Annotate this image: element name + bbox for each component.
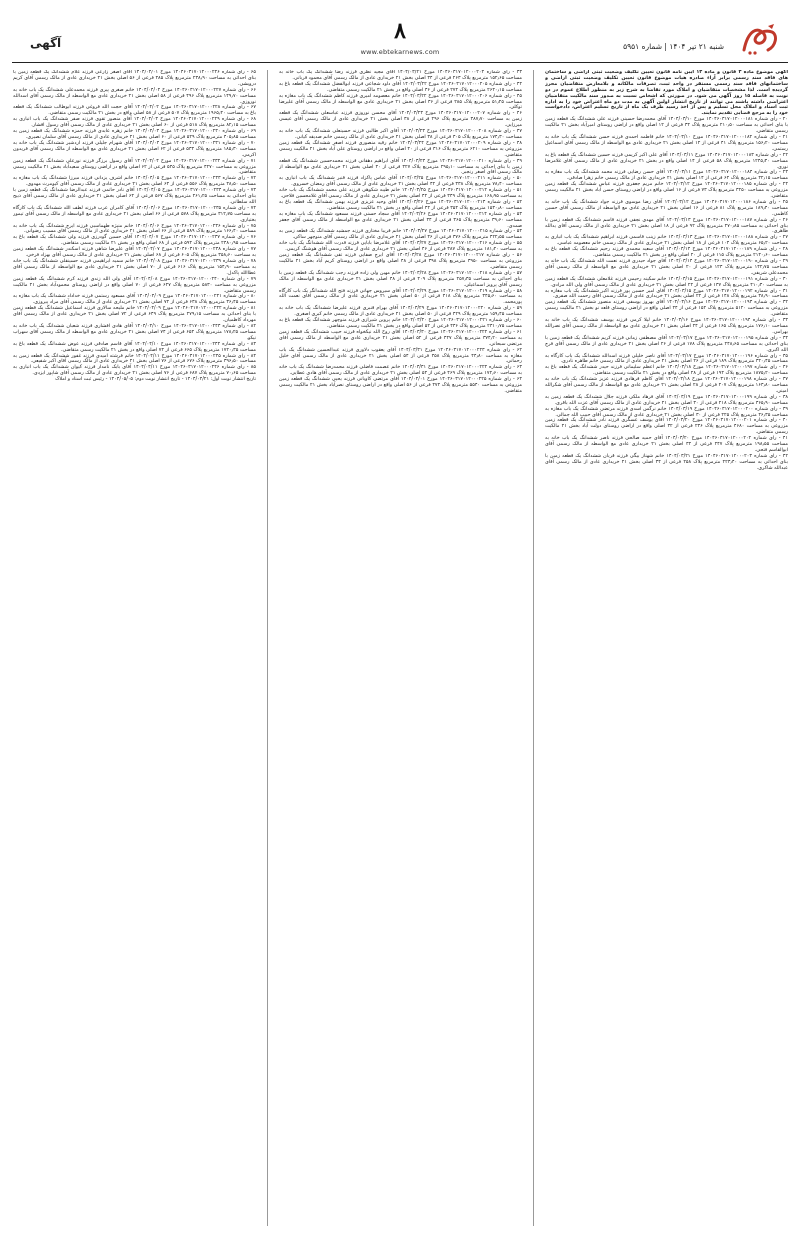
notice-entry: ۸۲ - رای شماره ۱۴۰۴۶۰۳۱۷۰۱۲۰۰۰۲۴۳ مورخ ۱۴۰۴/۰۴/۱۰ آقای هادی افشاری فرزند شعبان ششدانگ یک باب خانه به مساحت ۱۷۸٫۲۵ مترمربع پلاک ۶۵۴ فرعی از ۷۴ اصلی بخش ۲۱ خریداری عادی مع الواسطه از مالک رسمی آقای سهراب نیکو. <box>13 322 256 341</box>
notice-entry: ۵۹ - رای شماره ۱۴۰۴۶۰۳۱۷۰۱۲۰۰۰۲۲۰ مورخ ۱۴۰۴/۰۳/۲۹ آقای بهرام قنبری فرزند علیرضا ششدانگ یک باب خانه به مساحت ۱۵۹٫۴۵ مترمربع پلاک ۴۲۹ فرعی از ۵۰ اصلی بخش ۲۱ خریداری عادی از مالک رسمی خانم کبری اصغری. <box>279 305 522 318</box>
notice-entry: ۳۸ - رای شماره ۱۴۰۴۶۰۳۱۷۰۱۲۰۰۰۱۹۹ مورخ ۱۴۰۴/۰۳/۱۹ آقای فرهاد ملکی فرزند جلال ششدانگ یک قطعه زمین به مساحت ۳۶۵٫۹۰ مترمربع پلاک ۲۱۸ فرعی از ۳۰ اصلی بخش ۲۱ خریداری عادی از مالک رسمی آقای عزت الله باقری. <box>545 393 788 406</box>
notice-entry: ۳۶ - رای شماره ۱۴۰۴۶۰۳۱۷۰۱۲۰۰۰۱۹۷ مورخ ۱۴۰۴/۰۳/۱۸ خانم اعظم سلیمانی فرزند حیدر ششدانگ یک قطعه باغ به مساحت ۱۸۷۵٫۲۰ مترمربع پلاک ۱۹۴ فرعی از ۲۸ اصلی واقع در بخش ۲۱ مالکیت رسمی متقاضی. <box>545 364 788 377</box>
notice-entry: ۳۱ - رای شماره ۱۴۰۴۶۰۳۱۷۰۱۲۰۰۰۱۹۲ مورخ ۱۴۰۴/۰۳/۱۵ آقای امیر حسین پور فرزند اکبر ششدانگ یک باب مغازه به مساحت ۳۸٫۹۰ مترمربع پلاک ۱۴۸ فرعی از ۲۲ اصلی بخش ۲۱ خریداری عادی از مالک رسمی آقای رحمت الله صفری. <box>545 287 788 300</box>
notice-entry: ۲۶ - رای شماره ۱۴۰۴۶۰۳۱۷۰۱۲۰۰۰۱۸۷ مورخ ۱۴۰۴/۰۳/۱۳ آقای مهدی نجفی فرزند قاسم ششدانگ یک قطعه زمین با بنای احداثی به مساحت ۲۷۰٫۸۵ مترمربع پلاک ۹۲ فرعی از ۱۸ اصلی بخش ۲۱ خریداری عادی از مالک رسمی آقای یدالله طاهری. <box>545 216 788 235</box>
notice-entry: ۲۷ - رای شماره ۱۴۰۴۶۰۳۱۷۰۱۲۰۰۰۱۸۸ مورخ ۱۴۰۴/۰۳/۱۳ خانم زینب قاسمی فرزند ابراهیم ششدانگ یک باب انباری به مساحت ۶۵٫۲۰ مترمربع پلاک ۱۰۴ فرعی از ۱۸ اصلی بخش ۲۱ خریداری عادی از مالک رسمی خانم معصومه عباسی. <box>545 234 788 247</box>
notice-entry: ۶۴ - رای شماره ۱۴۰۴۶۰۳۱۷۰۱۲۰۰۰۲۲۵ مورخ ۱۴۰۴/۰۴/۰۱ آقای مرتضی کاویانی فرزند یحیی ششدانگ یک قطعه زمین مزروعی به مساحت ۵۵۴۰ مترمربع پلاک ۴۷۴ فرعی از ۵۶ اصلی واقع در اراضی روستای نصرآباد بخش ۲۱ مالکیت رسمی متقاضی. <box>279 376 522 394</box>
site-url[interactable]: www.ebtekarnews.com <box>360 48 440 56</box>
notice-intro: آگهی موضوع ماده ۳ قانون و ماده ۱۳ آیین نامه قانون تعیین تکلیف وضعیت ثبتی اراضی و ساختمان های فاقد سند رسمی برابر آراء صادره هیات موضوع قانون تعیین تکلیف وضعیت ثبتی اراضی و ساختمانهای فاقد سند رسمی مستقر در واحد ثبت، تصرفات مالکانه و بلامعارض متقاضیان محرز گردیده است. لذا مشخصات متقاضیان و املاک مورد تقاضا به شرح زیر به منظور اطلاع عموم در دو نوبت به فاصله ۱۵ روز آگهی می شود. در صورتی که اشخاص نسبت به صدور سند مالکیت متقاضیان اعتراضی داشته باشند می توانند از تاریخ انتشار اولین آگهی به مدت دو ماه اعتراض خود را به اداره ثبت اسناد و املاک محل تسلیم و پس از اخذ رسید ظرف یک ماه از تاریخ تسلیم اعتراض، دادخواست خود را به مرجع قضایی تقدیم نمایند. <box>545 70 788 117</box>
notice-entry: ۶۳ - رای شماره ۱۴۰۴۶۰۳۱۷۰۱۲۰۰۰۲۲۴ مورخ ۱۴۰۴/۰۳/۳۱ خانم عصمت فاضلی فرزند محمدرضا ششدانگ یک باب خانه به مساحت ۱۷۲٫۶۰ مترمربع پلاک ۴۶۹ فرعی از ۵۴ اصلی بخش ۲۱ خریداری عادی از مالک رسمی آقای هادی عطایی. <box>279 364 522 377</box>
notice-entry: ۲۲ - رای شماره ۱۴۰۴۶۰۳۱۷۰۱۲۰۰۰۱۸۳ مورخ ۱۴۰۴/۰۳/۱۱ آقای علی اکبر کریمی فرزند حسین ششدانگ یک قطعه باغ به مساحت ۱۲۴۵٫۳۰ مترمربع پلاک ۵۸ فرعی از ۱۴ اصلی واقع در بخش ۲۱ خریداری عادی از مالک رسمی آقای غلامرضا نوری. <box>545 151 788 170</box>
notice-entry: ۸۵ - رای شماره ۱۴۰۴۶۰۳۱۷۰۱۲۰۰۰۲۴۶ مورخ ۱۴۰۴/۰۴/۱۱ آقای بابک نامدار فرزند کیوان ششدانگ یک باب انباری به مساحت ۷۰٫۶۵ مترمربع پلاک ۶۸۷ فرعی از ۷۶ اصلی بخش ۲۱ خریداری عادی از مالک رسمی آقای شاپور ایزدی. <box>13 364 256 377</box>
notice-entry: ۳۴ - رای شماره ۱۴۰۴۶۰۳۱۷۰۱۲۰۰۰۱۹۵ مورخ ۱۴۰۴/۰۳/۱۷ آقای مصطفی زمانی فرزند کریم ششدانگ یک قطعه زمین با بنای احداثی به مساحت ۲۴۸٫۶۵ مترمربع پلاک ۱۷۸ فرعی از ۲۶ اصلی بخش ۲۱ خریداری عادی از مالک رسمی آقای فرج الله اکبری. <box>545 334 788 353</box>
column-left <box>13 70 256 1226</box>
notice-entry: ۴۱ - رای شماره ۱۴۰۴۶۰۳۱۷۰۱۲۰۰۰۲۰۲ مورخ ۱۴۰۴/۰۳/۲۰ آقای حمید صالحی فرزند ناصر ششدانگ یک باب خانه به مساحت ۱۹۸٫۵۵ مترمربع پلاک ۲۴۷ فرعی از ۳۲ اصلی بخش ۲۱ خریداری عادی مع الواسطه از مالک رسمی آقای ابوالقاسم فتحی. <box>545 435 788 453</box>
notice-entry: ۶۱ - رای شماره ۱۴۰۴۶۰۳۱۷۰۱۲۰۰۰۲۲۲ مورخ ۱۴۰۴/۰۳/۳۰ آقای روح الله نیکخواه فرزند حبیب ششدانگ یک قطعه زمین به مساحت ۳۷۴٫۲۰ مترمربع پلاک ۴۴۷ فرعی از ۵۲ اصلی بخش ۲۱ خریداری عادی مع الواسطه از مالک رسمی آقای مرتضی سبحانی. <box>279 328 522 347</box>
notice-entry: ۸۳ - رای شماره ۱۴۰۴۶۰۳۱۷۰۱۲۰۰۰۲۴۴ مورخ ۱۴۰۴/۰۴/۱۰ آقای قاسم صادقی فرزند عوض ششدانگ یک قطعه باغ به مساحت ۱۷۲۰٫۳۵ مترمربع پلاک ۶۶۵ فرعی از ۷۴ اصلی واقع در بخش ۲۱ مالکیت رسمی متقاضی. <box>13 340 256 353</box>
notice-entry: ۴۲ - رای شماره ۱۴۰۴۶۰۳۱۷۰۱۲۰۰۰۲۰۳ مورخ ۱۴۰۴/۰۳/۲۱ خانم شهناز بیگی فرزند قربان ششدانگ یک قطعه زمین با بنای احداثی به مساحت ۲۲۳٫۴۰ مترمربع پلاک ۲۵۸ فرعی از ۳۴ اصلی بخش ۲۱ خریداری عادی از مالک رسمی آقای عبدالله شاکری. <box>545 452 788 471</box>
column-right <box>545 70 788 1226</box>
notice-entry: ۷۵ - رای شماره ۱۴۰۴۶۰۳۱۷۰۱۲۰۰۰۲۳۶ مورخ ۱۴۰۴/۰۴/۰۶ خانم منیژه طهماسبی فرزند ایرج ششدانگ یک باب خانه به مساحت ۱۶۶٫۴۰ مترمربع پلاک ۵۸۹ فرعی از ۶۶ اصلی بخش ۲۱ خریداری عادی از مالک رسمی آقای مسیب رضوانی. <box>13 222 256 235</box>
notice-columns <box>12 70 788 1226</box>
notice-entry: ۶۸ - رای شماره ۱۴۰۴۶۰۳۱۷۰۱۲۰۰۰۲۲۹ مورخ ۱۴۰۴/۰۴/۰۳ آقای منصور تقوی فرزند صفر ششدانگ یک باب انباری به مساحت ۸۲٫۱۵ مترمربع پلاک ۵۱۸ فرعی از ۶۰ اصلی بخش ۲۱ خریداری عادی از مالک رسمی آقای رسول افشار. <box>13 116 256 129</box>
notice-entry: ۴۰ - رای شماره ۱۴۰۴۶۰۳۱۷۰۱۲۰۰۰۲۰۱ مورخ ۱۴۰۴/۰۳/۲۰ آقای یوسف عسگری فرزند نادر ششدانگ یک قطعه زمین مزروعی به مساحت ۴۶۸۰ مترمربع پلاک ۲۳۶ فرعی از ۳۲ اصلی واقع در اراضی روستای دولت آباد بخش ۲۱ مالکیت رسمی متقاضی. <box>545 417 788 436</box>
notice-entry: ۴۷ - رای شماره ۱۴۰۴۶۰۳۱۷۰۱۲۰۰۰۲۰۸ مورخ ۱۴۰۴/۰۳/۲۳ آقای اکبر طالبی فرزند حسینعلی ششدانگ یک باب خانه به مساحت ۱۷۴٫۳۰ مترمربع پلاک ۳۰۵ فرعی از ۳۸ اصلی بخش ۲۱ خریداری عادی از مالک رسمی خانم صدیقه کیانی. <box>279 128 522 140</box>
notice-entry: ۲۴ - رای شماره ۱۴۰۴۶۰۳۱۷۰۱۲۰۰۰۱۸۵ مورخ ۱۴۰۴/۰۳/۱۲ خانم مریم جعفری فرزند عباس ششدانگ یک قطعه زمین مزروعی به مساحت ۳۲۵۰ مترمربع پلاک ۷۳ فرعی از ۱۶ اصلی واقع در اراضی روستای حسن آباد بخش ۲۱ مالکیت رسمی متقاضی. <box>545 181 788 200</box>
notice-entry: ۷۹ - رای شماره ۱۴۰۴۶۰۳۱۷۰۱۲۰۰۰۲۴۰ مورخ ۱۴۰۴/۰۴/۰۸ آقای ولی الله زندی فرزند کرم ششدانگ یک قطعه زمین مزروعی به مساحت ۵۸۳۰ مترمربع پلاک ۶۲۷ فرعی از ۷۰ اصلی واقع در اراضی روستای محمودآباد بخش ۲۱ مالکیت رسمی متقاضی. <box>13 275 256 294</box>
notice-entry: ۵۴ - رای شماره ۱۴۰۴۶۰۳۱۷۰۱۲۰۰۰۲۱۵ مورخ ۱۴۰۴/۰۳/۲۷ خانم فریبا مختاری فرزند جمشید ششدانگ یک قطعه زمین به مساحت ۴۲۲٫۵۵ مترمربع پلاک ۳۷۶ فرعی از ۴۶ اصلی بخش ۲۱ خریداری عادی از مالک رسمی آقای منوچهر ساکی. <box>279 228 522 241</box>
notice-entry: ۴۳ - رای شماره ۱۴۰۴۶۰۳۱۷۰۱۲۰۰۰۲۰۴ مورخ ۱۴۰۴/۰۳/۲۱ آقای مجید نظری فرزند رضا ششدانگ یک باب خانه به مساحت ۱۵۲٫۶۵ مترمربع پلاک ۲۶۳ فرعی از ۳۴ اصلی بخش ۲۱ خریداری عادی از مالک رسمی آقای محمود قربانی. <box>279 70 522 81</box>
column-divider <box>267 70 268 1226</box>
notice-entry: ۵۶ - رای شماره ۱۴۰۴۶۰۳۱۷۰۱۲۰۰۰۲۱۷ مورخ ۱۴۰۴/۰۳/۲۸ آقای ایرج صفایی فرزند تقی ششدانگ یک قطعه زمین مزروعی به مساحت ۳۹۵۰ مترمربع پلاک ۳۹۸ فرعی از ۴۸ اصلی واقع در اراضی روستای کریم آباد بخش ۲۱ مالکیت رسمی متقاضی. <box>279 252 522 270</box>
notice-entry: ۶۰ - رای شماره ۱۴۰۴۶۰۳۱۷۰۱۲۰۰۰۲۲۱ مورخ ۱۴۰۴/۰۳/۳۰ خانم پروین شیرازی فرزند منوچهر ششدانگ یک قطعه باغ به مساحت ۲۳۱۰٫۷۵ مترمربع پلاک ۴۳۶ فرعی از ۵۲ اصلی واقع در بخش ۲۱ مالکیت رسمی متقاضی. <box>279 317 522 329</box>
notice-entry: ۳۷ - رای شماره ۱۴۰۴۶۰۳۱۷۰۱۲۰۰۰۱۹۸ مورخ ۱۴۰۴/۰۳/۱۸ آقای کاظم فرهادی فرزند عزیز ششدانگ یک باب خانه به مساحت ۱۶۳٫۸۰ مترمربع پلاک ۲۰۷ فرعی از ۲۸ اصلی بخش ۲۱ خریداری عادی مع الواسطه از مالک رسمی آقای شکرالله امینی. <box>545 376 788 394</box>
issue-date-line: شنبه ۲۱ تیر ۱۴۰۴ | شماره ۵۹۵۱ <box>623 42 724 51</box>
notice-entry: ۵۳ - رای شماره ۱۴۰۴۶۰۳۱۷۰۱۲۰۰۰۲۱۴ مورخ ۱۴۰۴/۰۳/۲۶ آقای سجاد حسنی فرزند مسعود ششدانگ یک باب مغازه به مساحت ۳۹٫۶۰ مترمربع پلاک ۳۶۵ فرعی از ۴۴ اصلی بخش ۲۱ خریداری عادی مع الواسطه از مالک رسمی آقای جعفر صمدی. <box>279 210 522 229</box>
notice-entry: ۳۰ - رای شماره ۱۴۰۴۶۰۳۱۷۰۱۲۰۰۰۱۹۱ مورخ ۱۴۰۴/۰۳/۱۵ خانم سکینه رحیمی فرزند غلامعلی ششدانگ یک قطعه زمین به مساحت ۴۱۰٫۳۰ مترمربع پلاک ۱۳۷ فرعی از ۲۲ اصلی بخش ۲۱ خریداری عادی از مالک رسمی آقای ولی الله مرادی. <box>545 275 788 288</box>
notice-entry: ۷۶ - رای شماره ۱۴۰۴۶۰۳۱۷۰۱۲۰۰۰۲۳۷ مورخ ۱۴۰۴/۰۴/۰۷ آقای حسین گودرزی فرزند ولی ششدانگ یک قطعه باغ به مساحت ۲۴۸۰٫۹۵ مترمربع پلاک ۵۹۴ فرعی از ۶۸ اصلی واقع در بخش ۲۱ مالکیت رسمی متقاضی. <box>13 234 256 247</box>
notice-entry: ۲۳ - رای شماره ۱۴۰۴۶۰۳۱۷۰۱۲۰۰۰۱۸۴ مورخ ۱۴۰۴/۰۳/۱۱ آقای حسن رضایی فرزند محمد ششدانگ یک باب مغازه به مساحت ۴۲٫۱۵ مترمربع پلاک ۶۲ فرعی از ۱۴ اصلی بخش ۲۱ خریداری عادی از مالک رسمی خانم زهرا صادقی. <box>545 169 788 182</box>
notice-entry: ۴۶ - رای شماره ۱۴۰۴۶۰۳۱۷۰۱۲۰۰۰۲۰۷ مورخ ۱۴۰۴/۰۳/۲۳ آقای محسن نوروزی فرزند عباسعلی ششدانگ یک قطعه زمین به مساحت ۳۸۷٫۷۰ مترمربع پلاک ۲۹۶ فرعی از ۳۸ اصلی بخش ۲۱ خریداری عادی از مالک رسمی آقای عیسی میرزایی. <box>279 110 522 129</box>
masthead-logo <box>350 20 450 56</box>
brand-logo <box>738 22 782 58</box>
notice-entry: ۲۱ - رای شماره ۱۴۰۴۶۰۳۱۷۰۱۲۰۰۰۱۸۲ مورخ ۱۴۰۴/۰۳/۱۰ خانم فاطمه احمدی فرزند حسن ششدانگ یک باب خانه به مساحت ۱۵۶٫۲۰ مترمربع پلاک ۴۱ فرعی از ۱۲ اصلی بخش ۲۱ خریداری عادی مع الواسطه از مالک رسمی آقای اسماعیل رستمی. <box>545 133 788 152</box>
notice-entry: ۷۲ - رای شماره ۱۴۰۴۶۰۳۱۷۰۱۲۰۰۰۲۳۳ مورخ ۱۴۰۴/۰۴/۰۵ خانم اشرف یزدانی فرزند میرزا ششدانگ یک باب مغازه به مساحت ۴۸٫۵۰ مترمربع پلاک ۵۵۶ فرعی از ۶۴ اصلی بخش ۲۱ خریداری عادی از مالک رسمی آقای کیومرث مهدوی. <box>13 175 256 188</box>
notice-entry: ۵۱ - رای شماره ۱۴۰۴۶۰۳۱۷۰۱۲۰۰۰۲۱۲ مورخ ۱۴۰۴/۰۳/۲۵ خانم طیبه شکوهی فرزند علی محمد ششدانگ یک باب خانه به مساحت ۱۶۸٫۹۵ مترمربع پلاک ۳۴۹ فرعی از ۴۲ اصلی بخش ۲۱ خریداری عادی از مالک رسمی آقای غلامحسین فلاحی. <box>279 187 522 200</box>
notice-entry: ۶۷ - رای شماره ۱۴۰۴۶۰۳۱۷۰۱۲۰۰۰۲۲۸ مورخ ۱۴۰۴/۰۴/۰۲ آقای حجت الله فروغی فرزند ابوطالب ششدانگ یک قطعه باغ به مساحت ۱۹۶۵٫۴۰ مترمربع پلاک ۵۰۷ فرعی از ۵۸ اصلی واقع در بخش ۲۱ مالکیت رسمی متقاضی. <box>13 104 256 117</box>
column-divider <box>533 70 534 1226</box>
column-middle-items <box>279 70 522 395</box>
notice-entry: ۴۸ - رای شماره ۱۴۰۴۶۰۳۱۷۰۱۲۰۰۰۲۰۹ مورخ ۱۴۰۴/۰۳/۲۴ خانم رقیه منصوری فرزند اصغر ششدانگ یک قطعه زمین مزروعی به مساحت ۶۲۱۰ مترمربع پلاک ۳۱۶ فرعی از ۴۰ اصلی واقع در اراضی روستای علی آباد بخش ۲۱ مالکیت رسمی متقاضی. <box>279 139 522 158</box>
notice-entry: ۲۸ - رای شماره ۱۴۰۴۶۰۳۱۷۰۱۲۰۰۰۱۸۹ مورخ ۱۴۰۴/۰۳/۱۴ آقای سعید محمدی فرزند رحیم ششدانگ یک قطعه باغ به مساحت ۲۱۴۰٫۶۰ مترمربع پلاک ۱۱۵ فرعی از ۲۰ اصلی واقع در بخش ۲۱ مالکیت رسمی متقاضی. <box>545 246 788 259</box>
notice-entry: ۲۹ - رای شماره ۱۴۰۴۶۰۳۱۷۰۱۲۰۰۰۱۹۰ مورخ ۱۴۰۴/۰۳/۱۴ آقای جواد حیدری فرزند نعمت الله ششدانگ یک باب خانه به مساحت ۱۴۲٫۷۵ مترمربع پلاک ۱۲۳ فرعی از ۲۰ اصلی بخش ۲۱ خریداری عادی مع الواسطه از مالک رسمی آقای محمدعلی شریفی. <box>545 258 788 276</box>
logo-mark: ۸ <box>394 18 406 44</box>
notice-entry: ۷۳ - رای شماره ۱۴۰۴۶۰۳۱۷۰۱۲۰۰۰۲۳۴ مورخ ۱۴۰۴/۰۴/۰۵ آقای نادر حاتمی فرزند عبدالرضا ششدانگ یک قطعه زمین با بنای احداثی به مساحت ۲۶۱٫۲۵ مترمربع پلاک ۵۶۷ فرعی از ۶۴ اصلی بخش ۲۱ خریداری عادی از مالک رسمی آقای ذبیح الله سلطانی. <box>13 187 256 205</box>
notice-entry: ۶۵ - رای شماره ۱۴۰۴۶۰۳۱۷۰۱۲۰۰۰۲۲۶ مورخ ۱۴۰۴/۰۴/۰۱ آقای اصغر زارعی فرزند غلام ششدانگ یک قطعه زمین با بنای احداثی به مساحت ۲۳۸٫۹۰ مترمربع پلاک ۴۸۵ فرعی از ۵۶ اصلی بخش ۲۱ خریداری عادی از مالک رسمی آقای کریم درویشی. <box>13 70 256 87</box>
notice-entry: ۵۵ - رای شماره ۱۴۰۴۶۰۳۱۷۰۱۲۰۰۰۲۱۶ مورخ ۱۴۰۴/۰۳/۲۷ آقای غلامرضا بابایی فرزند قدرت الله ششدانگ یک باب خانه به مساحت ۱۸۱٫۲۰ مترمربع پلاک ۳۸۷ فرعی از ۴۶ اصلی بخش ۲۱ خریداری عادی از مالک رسمی آقای هوشنگ کریمی. <box>279 240 522 253</box>
notice-entry: ۲۵ - رای شماره ۱۴۰۴۶۰۳۱۷۰۱۲۰۰۰۱۸۶ مورخ ۱۴۰۴/۰۳/۱۲ آقای رضا موسوی فرزند جواد ششدانگ یک باب خانه به مساحت ۱۸۹٫۴۰ مترمربع پلاک ۸۱ فرعی از ۱۶ اصلی بخش ۲۱ خریداری عادی مع الواسطه از مالک رسمی آقای حسین کاظمی. <box>545 198 788 217</box>
notice-entry: ۳۲ - رای شماره ۱۴۰۴۶۰۳۱۷۰۱۲۰۰۰۱۹۳ مورخ ۱۴۰۴/۰۳/۱۶ آقای بهروز یوسفی فرزند منصور ششدانگ یک قطعه زمین مزروعی به مساحت ۵۱۲۰ مترمربع پلاک ۱۵۲ فرعی از ۲۴ اصلی واقع در اراضی روستای قلعه نو بخش ۲۱ مالکیت رسمی متقاضی. <box>545 299 788 318</box>
notice-entry: ۸۱ - رای شماره ۱۴۰۴۶۰۳۱۷۰۱۲۰۰۰۲۴۲ مورخ ۱۴۰۴/۰۴/۰۹ خانم ملیحه سالاری فرزند اسماعیل ششدانگ یک قطعه زمین با بنای احداثی به مساحت ۲۷۹٫۱۵ مترمربع پلاک ۶۴۹ فرعی از ۷۲ اصلی بخش ۲۱ خریداری عادی از مالک رسمی آقای مهرداد کاظمیان. <box>13 305 256 324</box>
notice-entry: ۴۵ - رای شماره ۱۴۰۴۶۰۳۱۷۰۱۲۰۰۰۲۰۶ مورخ ۱۴۰۴/۰۳/۲۲ خانم معصومه امیری فرزند کاظم ششدانگ یک باب مغازه به مساحت ۵۱٫۲۵ مترمربع پلاک ۲۸۵ فرعی از ۳۶ اصلی بخش ۲۱ خریداری عادی مع الواسطه از مالک رسمی آقای علیرضا توکلی. <box>279 92 522 111</box>
notice-entry: ۷۸ - رای شماره ۱۴۰۴۶۰۳۱۷۰۱۲۰۰۰۲۳۹ مورخ ۱۴۰۴/۰۴/۰۸ خانم سمیه ابراهیمی فرزند حسینقلی ششدانگ یک باب خانه به مساحت ۱۵۴٫۹۰ مترمربع پلاک ۶۱۶ فرعی از ۷۰ اصلی بخش ۲۱ خریداری عادی مع الواسطه از مالک رسمی آقای عطاالله پاکدل. <box>13 258 256 276</box>
page-header <box>12 12 788 64</box>
notice-entry: ۸۰ - رای شماره ۱۴۰۴۶۰۳۱۷۰۱۲۰۰۰۲۴۱ مورخ ۱۴۰۴/۰۴/۰۹ آقای مسعود رستمی فرزند خداداد ششدانگ یک باب مغازه به مساحت ۳۶٫۴۵ مترمربع پلاک ۶۳۸ فرعی از ۷۲ اصلی بخش ۲۱ خریداری عادی از مالک رسمی آقای مراد پیروزی. <box>13 293 256 306</box>
notice-entry: ۶۲ - رای شماره ۱۴۰۴۶۰۳۱۷۰۱۲۰۰۰۲۲۳ مورخ ۱۴۰۴/۰۳/۳۱ آقای یعقوب دلاوری فرزند عبدالحسین ششدانگ یک باب مغازه به مساحت ۴۴٫۸۰ مترمربع پلاک ۴۵۸ فرعی از ۵۴ اصلی بخش ۲۱ خریداری عادی از مالک رسمی آقای خلیل رحمانی. <box>279 346 522 365</box>
header-rule <box>12 62 788 63</box>
notice-entry: ۶۶ - رای شماره ۱۴۰۴۶۰۳۱۷۰۱۲۰۰۰۲۲۷ مورخ ۱۴۰۴/۰۴/۰۲ خانم صغری پیری فرزند محمدعلی ششدانگ یک باب خانه به مساحت ۱۴۹٫۷۰ مترمربع پلاک ۴۹۶ فرعی از ۵۸ اصلی بخش ۲۱ خریداری عادی مع الواسطه از مالک رسمی آقای اسدالله نوروزی. <box>13 86 256 105</box>
notice-entry: ۵۷ - رای شماره ۱۴۰۴۶۰۳۱۷۰۱۲۰۰۰۲۱۸ مورخ ۱۴۰۴/۰۳/۲۸ خانم مهین ولی زاده فرزند رجب ششدانگ یک قطعه زمین با بنای احداثی به مساحت ۲۵۷٫۳۵ مترمربع پلاک ۴۰۹ فرعی از ۴۸ اصلی بخش ۲۱ خریداری عادی مع الواسطه از مالک رسمی آقای پرویز اسماعیلی. <box>279 269 522 288</box>
column-left-items <box>13 70 256 377</box>
notice-entry: ۵۰ - رای شماره ۱۴۰۴۶۰۳۱۷۰۱۲۰۰۰۲۱۱ مورخ ۱۴۰۴/۰۳/۲۵ آقای عباس پاکزاد فرزند قنبر ششدانگ یک باب انباری به مساحت ۷۸٫۴۰ مترمربع پلاک ۳۳۸ فرعی از ۴۲ اصلی بخش ۲۱ خریداری عادی از مالک رسمی آقای رمضان خسروی. <box>279 175 522 188</box>
notice-entry: ۴۴ - رای شماره ۱۴۰۴۶۰۳۱۷۰۱۲۰۰۰۲۰۵ مورخ ۱۴۰۴/۰۳/۲۲ آقای داود شجاعی فرزند ابوالفضل ششدانگ یک قطعه باغ به مساحت ۲۶۴۰٫۱۵ مترمربع پلاک ۲۷۴ فرعی از ۳۶ اصلی واقع در بخش ۲۱ مالکیت رسمی متقاضی. <box>279 80 522 93</box>
notice-entry: ۵۲ - رای شماره ۱۴۰۴۶۰۳۱۷۰۱۲۰۰۰۲۱۳ مورخ ۱۴۰۴/۰۳/۲۶ آقای وحید عزیزی فرزند بهمن ششدانگ یک قطعه باغ به مساحت ۱۵۳۰٫۸۰ مترمربع پلاک ۳۵۴ فرعی از ۴۴ اصلی واقع در بخش ۲۱ مالکیت رسمی متقاضی. <box>279 198 522 211</box>
notice-entry: ۷۷ - رای شماره ۱۴۰۴۶۰۳۱۷۰۱۲۰۰۰۲۳۸ مورخ ۱۴۰۴/۰۴/۰۷ آقای علیرضا شاهی فرزند اسکندر ششدانگ یک قطعه زمین به مساحت ۳۵۸٫۶۰ مترمربع پلاک ۶۰۵ فرعی از ۶۸ اصلی بخش ۲۱ خریداری عادی از مالک رسمی آقای بهزاد فرخی. <box>13 246 256 259</box>
notice-entry: ۶۹ - رای شماره ۱۴۰۴۶۰۳۱۷۰۱۲۰۰۰۲۳۰ مورخ ۱۴۰۴/۰۴/۰۳ خانم زهره عابدی فرزند حمزه ششدانگ یک قطعه زمین به مساحت ۴۰۵٫۸۵ مترمربع پلاک ۵۲۹ فرعی از ۶۰ اصلی بخش ۲۱ خریداری عادی از مالک رسمی آقای سلمان نصیری. <box>13 128 256 140</box>
notice-entry: ۳۹ - رای شماره ۱۴۰۴۶۰۳۱۷۰۱۲۰۰۰۲۰۰ مورخ ۱۴۰۴/۰۳/۱۹ خانم نرگس اسدی فرزند مرتضی ششدانگ یک باب مغازه به مساحت ۴۶٫۳۵ مترمربع پلاک ۲۲۵ فرعی از ۳۰ اصلی بخش ۲۱ خریداری عادی از مالک رسمی آقای حبیب الله جمالی. <box>545 405 788 418</box>
notice-entry: ۷۱ - رای شماره ۱۴۰۴۶۰۳۱۷۰۱۲۰۰۰۲۳۲ مورخ ۱۴۰۴/۰۴/۰۴ آقای رسول برزگر فرزند نورعلی ششدانگ یک قطعه زمین مزروعی به مساحت ۴۲۷۰ مترمربع پلاک ۵۴۵ فرعی از ۶۲ اصلی واقع در اراضی روستای سعیدآباد بخش ۲۱ مالکیت رسمی متقاضی. <box>13 157 256 176</box>
notice-entry: ۳۵ - رای شماره ۱۴۰۴۶۰۳۱۷۰۱۲۰۰۰۱۹۶ مورخ ۱۴۰۴/۰۳/۱۷ آقای ناصر خلیلی فرزند اسدالله ششدانگ یک باب کارگاه به مساحت ۳۲۰٫۴۵ مترمربع پلاک ۱۸۹ فرعی از ۲۶ اصلی بخش ۲۱ خریداری عادی از مالک رسمی خانم طاهره نادری. <box>545 352 788 365</box>
notice-entry: ۲۰ - رای شماره ۱۴۰۴۶۰۳۱۷۰۱۲۰۰۰۱۸۱ مورخ ۱۴۰۴/۰۳/۱۰ آقای محمدرضا حسینی فرزند علی ششدانگ یک قطعه زمین با بنای احداثی به مساحت ۲۱۰٫۵۰ مترمربع پلاک ۳۴ فرعی از ۱۲ اصلی واقع در اراضی روستای امیرآباد بخش ۲۱ مالکیت رسمی متقاضی. <box>545 116 788 135</box>
notice-entry: ۵۸ - رای شماره ۱۴۰۴۶۰۳۱۷۰۱۲۰۰۰۲۱۹ مورخ ۱۴۰۴/۰۳/۲۹ آقای سیروس جهانی فرزند فتح الله ششدانگ یک باب کارگاه به مساحت ۳۴۵٫۶۰ مترمربع پلاک ۴۱۸ فرعی از ۵۰ اصلی بخش ۲۱ خریداری عادی از مالک رسمی آقای نعمت الله پورمحمد. <box>279 287 522 306</box>
notice-entry: ۳۳ - رای شماره ۱۴۰۴۶۰۳۱۷۰۱۲۰۰۰۱۹۴ مورخ ۱۴۰۴/۰۳/۱۶ خانم لیلا کرمی فرزند یوسف ششدانگ یک باب خانه به مساحت ۱۷۶٫۱۰ مترمربع پلاک ۱۶۵ فرعی از ۲۴ اصلی بخش ۲۱ خریداری عادی مع الواسطه از مالک رسمی آقای نصرالله بهرامی. <box>545 317 788 335</box>
notice-entry: ۷۴ - رای شماره ۱۴۰۴۶۰۳۱۷۰۱۲۰۰۰۲۳۵ مورخ ۱۴۰۴/۰۴/۰۶ آقای کامران عرب فرزند لطف الله ششدانگ یک باب کارگاه به مساحت ۳۱۲٫۷۵ مترمربع پلاک ۵۷۸ فرعی از ۶۶ اصلی بخش ۲۱ خریداری عادی مع الواسطه از مالک رسمی آقای تیمور بختیاری. <box>13 204 256 223</box>
newspaper-page <box>12 12 788 1226</box>
section-title: آگهی <box>30 36 62 50</box>
column-right-items <box>545 117 788 471</box>
column-middle <box>279 70 522 1226</box>
notice-entry: ۴۹ - رای شماره ۱۴۰۴۶۰۳۱۷۰۱۲۰۰۰۲۱۰ مورخ ۱۴۰۴/۰۳/۲۴ آقای ابراهیم دهقانی فرزند محمدحسین ششدانگ یک قطعه زمین با بنای احداثی به مساحت ۲۹۵٫۱۰ مترمربع پلاک ۳۲۷ فرعی از ۴۰ اصلی بخش ۲۱ خریداری عادی مع الواسطه از مالک رسمی آقای اصغر رنجبر. <box>279 157 522 176</box>
notice-entry: ۸۴ - رای شماره ۱۴۰۴۶۰۳۱۷۰۱۲۰۰۰۲۴۵ مورخ ۱۴۰۴/۰۴/۱۱ خانم فرشته امیدی فرزند غفور ششدانگ یک قطعه زمین به مساحت ۳۹۶٫۵۰ مترمربع پلاک ۶۷۶ فرعی از ۷۶ اصلی بخش ۲۱ خریداری عادی از مالک رسمی آقای اکبر شفیعی. <box>13 352 256 365</box>
notice-footer: تاریخ انتشار نوبت اول: ۱۴۰۴/۰۴/۲۱ - تاریخ انتشار نوبت دوم: ۱۴۰۴/۰۵/۰۵ - رئیس ثبت اسناد و املاک <box>55 376 256 383</box>
notice-entry: ۷۰ - رای شماره ۱۴۰۴۶۰۳۱۷۰۱۲۰۰۰۲۳۱ مورخ ۱۴۰۴/۰۴/۰۴ آقای شهرام جلیلی فرزند اردشیر ششدانگ یک باب خانه به مساحت ۱۸۵٫۳۰ مترمربع پلاک ۵۳۴ فرعی از ۶۲ اصلی بخش ۲۱ خریداری عادی مع الواسطه از مالک رسمی آقای فریدون اکرمی. <box>13 139 256 158</box>
